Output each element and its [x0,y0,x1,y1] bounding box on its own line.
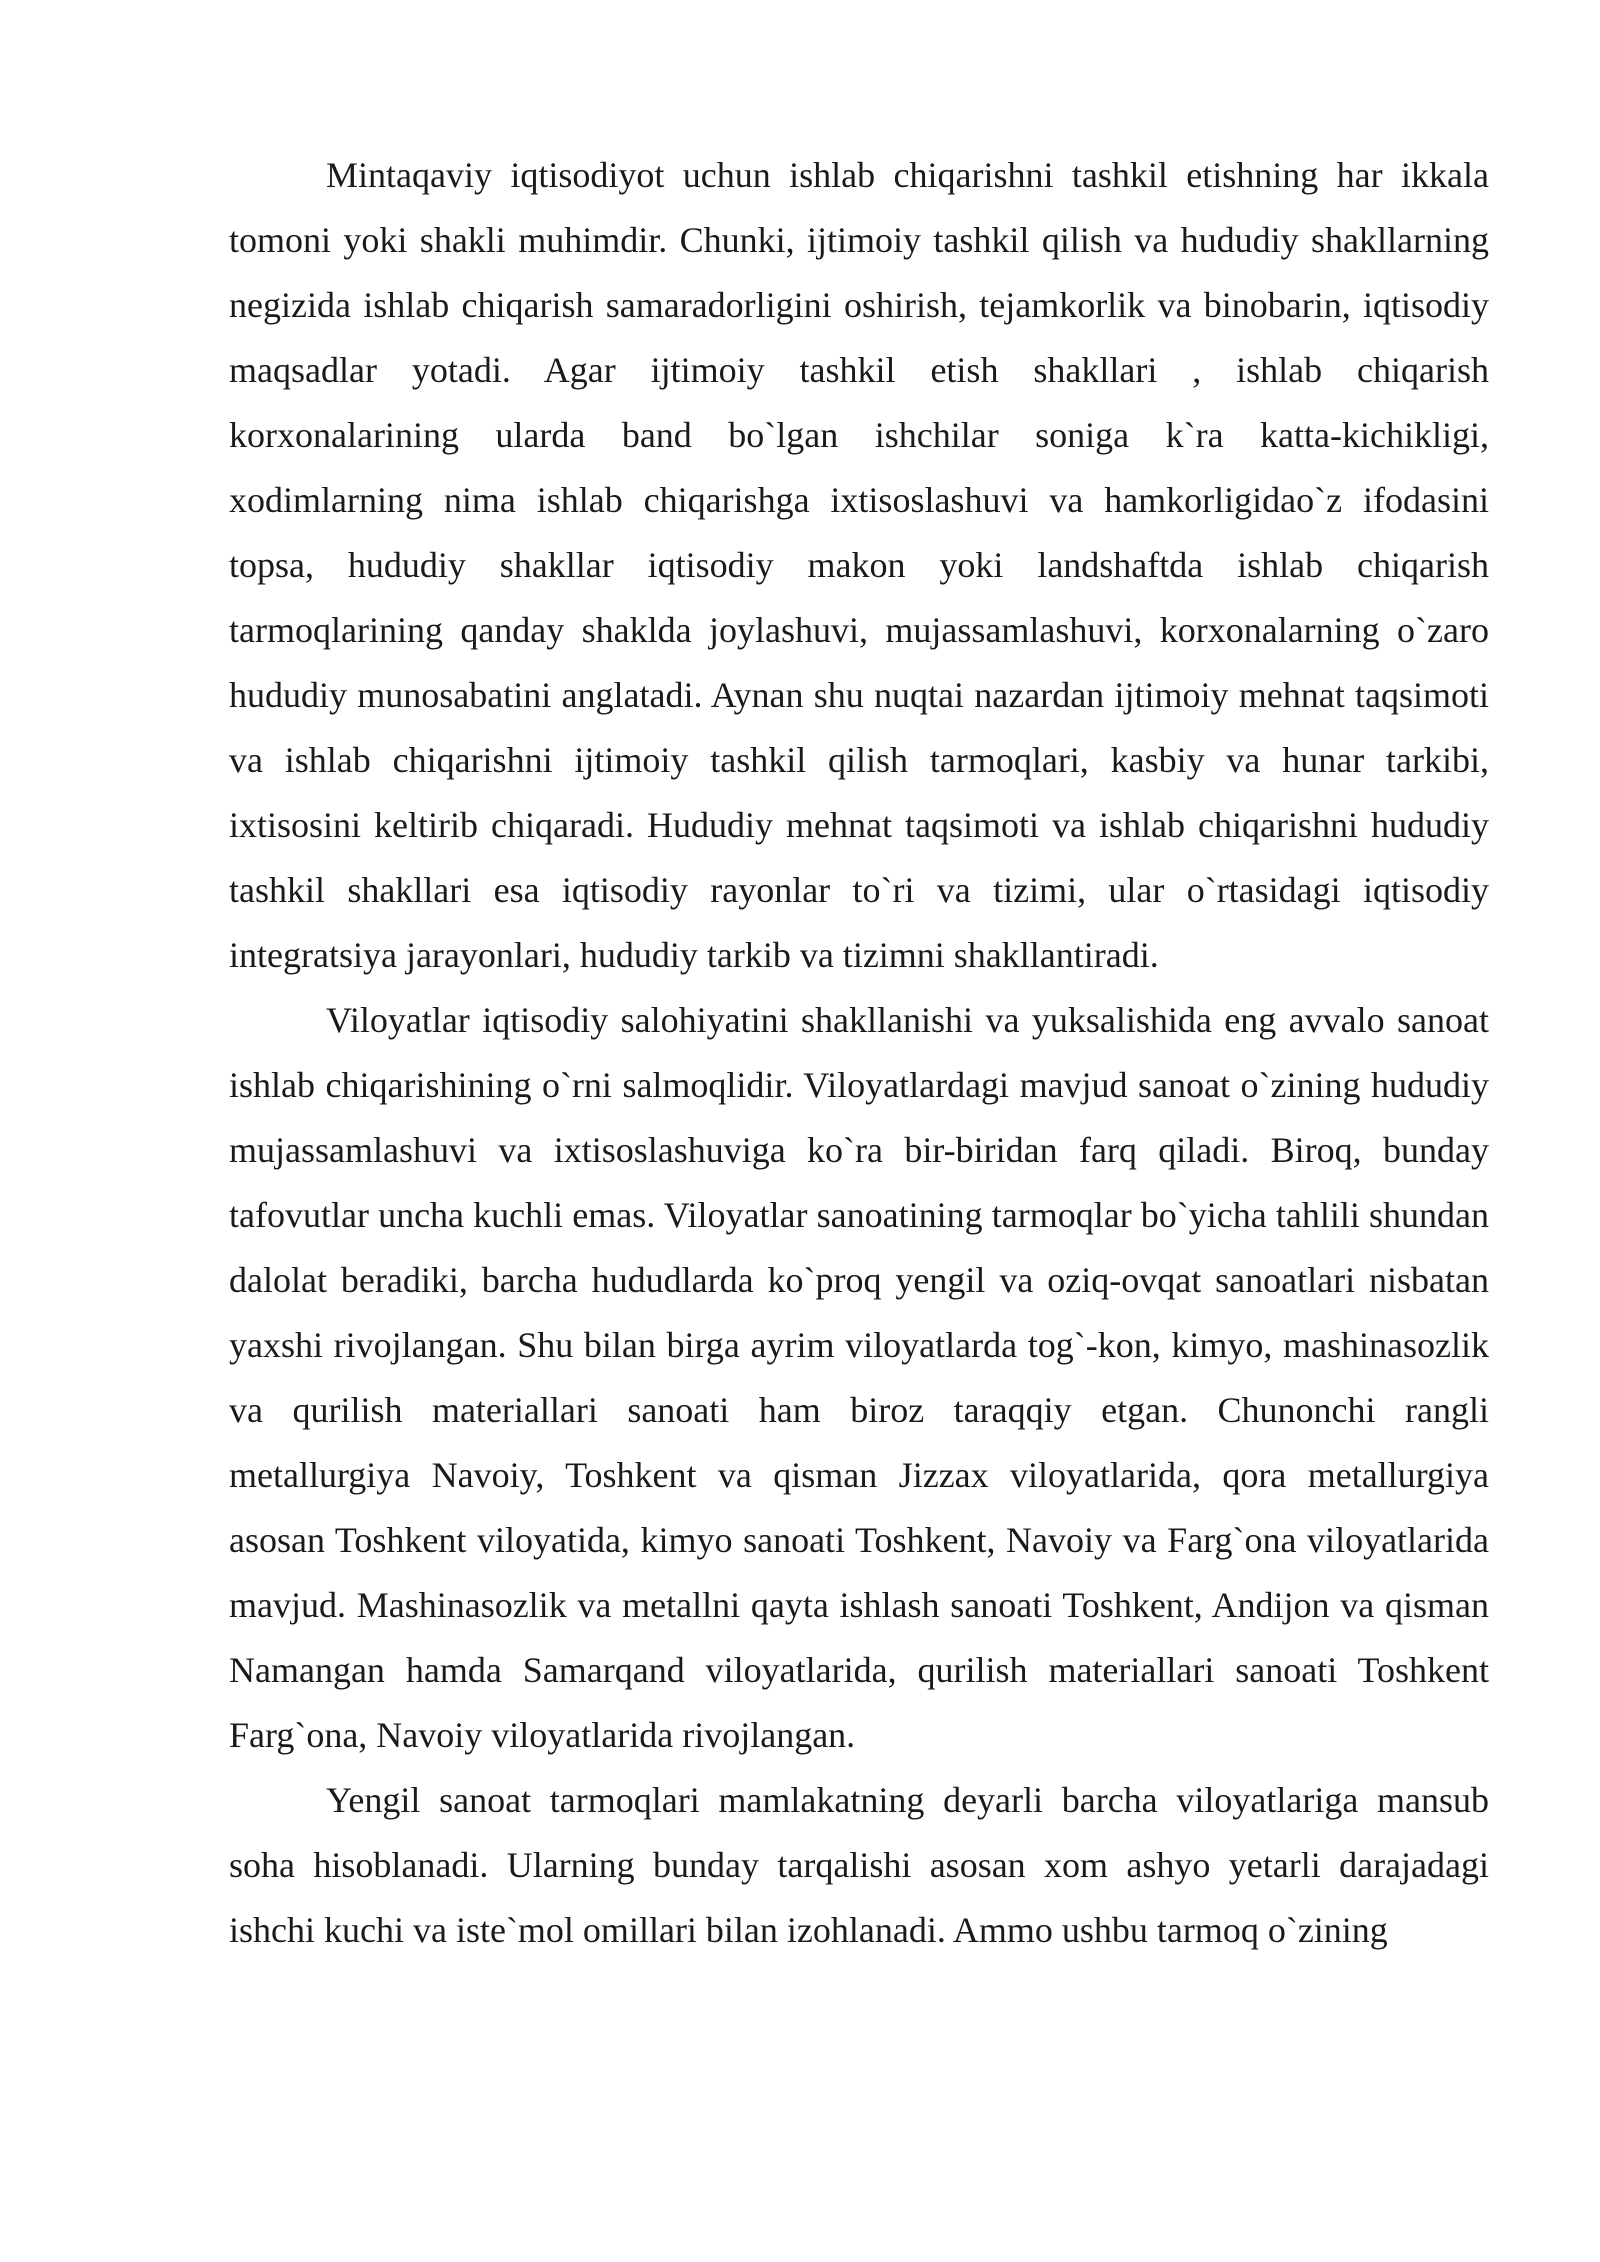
paragraph-light-industry: Yengil sanoat tarmoqlari mamlakatning deyarli barcha viloyatlariga mansub soha hisoblanadi. Ularning bunday tarqalishi asosan xom ashyo yetarli darajadagi ishchi kuchi va iste`mol omillari bilan izohlanadi. Ammo ushbu tarmoq o`zining [229,1780,1489,1950]
paragraph-regional-economy: Mintaqaviy iqtisodiyot uchun ishlab chiqarishni tashkil etishning har ikkala tomoni yoki shakli muhimdir. Chunki, ijtimoiy tashkil qilish va hududiy shakllarning negizida ishlab chiqarish samaradorligini oshirish, tejamkorlik va binobarin, iqtisodiy maqsadlar yotadi. Agar ijtimoiy tashkil etish shakllari , ishlab chiqarish korxonalarining ularda band bo`lgan ishchilar soniga k`ra katta-kichikligi, xodimlarning nima ishlab chiqarishga ixtisoslashuvi va hamkorligidao`z ifodasini topsa, hududiy shakllar iqtisodiy makon yoki landshaftda ishlab chiqarish tarmoqlarining qanday shaklda joylashuvi, mujassamlashuvi, korxonalarning o`zaro hududiy munosabatini anglatadi. Aynan shu nuqtai nazardan ijtimoiy mehnat taqsimoti va ishlab chiqarishni ijtimoiy tashkil qilish tarmoqlari, kasbiy va hunar tarkibi, ixtisosini keltirib chiqaradi. Hududiy mehnat taqsimoti va ishlab chiqarishni hududiy tashkil shakllari esa iqtisodiy rayonlar to`ri va tizimi, ular o`rtasidagi iqtisodiy integratsiya jarayonlari, hududiy tarkib va tizimni shakllantiradi. [229,155,1489,975]
document-body [229,143,1489,1963]
paragraph-regional-industry: Viloyatlar iqtisodiy salohiyatini shakllanishi va yuksalishida eng avvalo sanoat ishlab chiqarishining o`rni salmoqlidir. Viloyatlardagi mavjud sanoat o`zining hududiy mujassamlashuvi va ixtisoslashuviga ko`ra bir-biridan farq qiladi. Biroq, bunday tafovutlar uncha kuchli emas. Viloyatlar sanoatining tarmoqlar bo`yicha tahlili shundan dalolat beradiki, barcha hududlarda ko`proq yengil va oziq-ovqat sanoatlari nisbatan yaxshi rivojlangan. Shu bilan birga ayrim viloyatlarda tog`-kon, kimyo, mashinasozlik va qurilish materiallari sanoati ham biroz taraqqiy etgan. Chunonchi rangli metallurgiya Navoiy, Toshkent va qisman Jizzax viloyatlarida, qora metallurgiya asosan Toshkent viloyatida, kimyo sanoati Toshkent, Navoiy va Farg`ona viloyatlarida mavjud. Mashinasozlik va metallni qayta ishlash sanoati Toshkent, Andijon va qisman Namangan hamda Samarqand viloyatlarida, qurilish materiallari sanoati Toshkent Farg`ona, Navoiy viloyatlarida rivojlangan. [229,1000,1489,1755]
